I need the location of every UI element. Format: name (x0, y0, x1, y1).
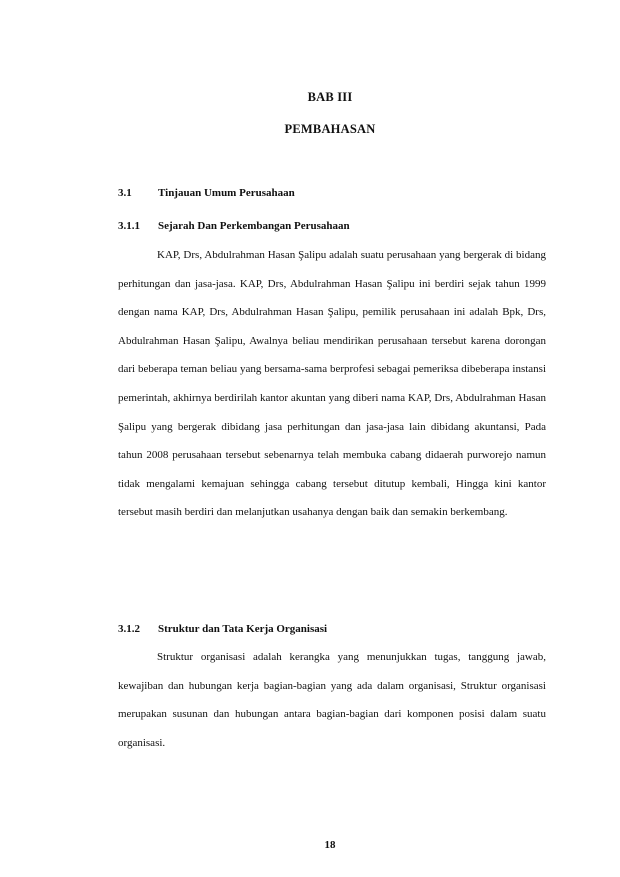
paragraph-history: KAP, Drs, Abdulrahman Hasan Şalipu adalah suatu perusahaan yang bergerak di bidang perhitungan dan jasa-jasa. KAP, Drs, Abdulrahman Hasan Şalipu ini berdiri sejak tahun 1999 dengan nama KAP, Drs, Abdulrahman Hasan Şalipu, pemilik perusahaan ini adalah Bpk, Drs, Abdulrahman Hasan Şalipu, Awalnya beliau mendirikan perusahaan tersebut karena dorongan dari beberapa teman beliau yang bersama-sama berprofesi sebagai pemeriksa dibeberapa instansi pemerintah, akhirnya berdirilah kantor akuntan yang diberi nama KAP, Drs, Abdulrahman Hasan Şalipu yang bergerak dibidang jasa perhitungan dan jasa-jasa lain dibidang akuntansi, Pada tahun 2008 perusahaan tersebut sebenarnya telah membuka cabang didaerah purworejo namun tidak mengalami kemajuan sehingga cabang tersebut ditutup kembali, Hingga kini kantor tersebut masih berdiri dan melanjutkan usahanya dengan baik dan semakin berkembang. (118, 249, 546, 519)
paragraph-structure: Struktur organisasi adalah kerangka yang menunjukkan tugas, tanggung jawab, kewajiban dan hubungan kerja bagian-bagian yang ada dalam organisasi, Struktur organisasi merupakan susunan dan hubungan antara bagian-bagian dari komponen posisi dalam suatu organisasi. (118, 651, 546, 749)
section-heading-3-1-1 (118, 220, 350, 232)
page-number: 18 (324, 839, 336, 851)
section-heading-3-1-2 (118, 623, 327, 635)
section-title: Sejarah Dan Perkembangan Perusahaan (158, 220, 350, 232)
section-heading-3-1 (118, 187, 295, 199)
chapter-heading: BAB III (307, 90, 353, 104)
section-title: Struktur dan Tata Kerja Organisasi (158, 623, 328, 635)
section-number: 3.1.2 (118, 623, 140, 635)
chapter-title: PEMBAHASAN (284, 122, 376, 136)
section-title: Tinjauan Umum Perusahaan (158, 187, 295, 199)
section-number: 3.1 (118, 187, 132, 199)
section-number: 3.1.1 (118, 220, 140, 232)
